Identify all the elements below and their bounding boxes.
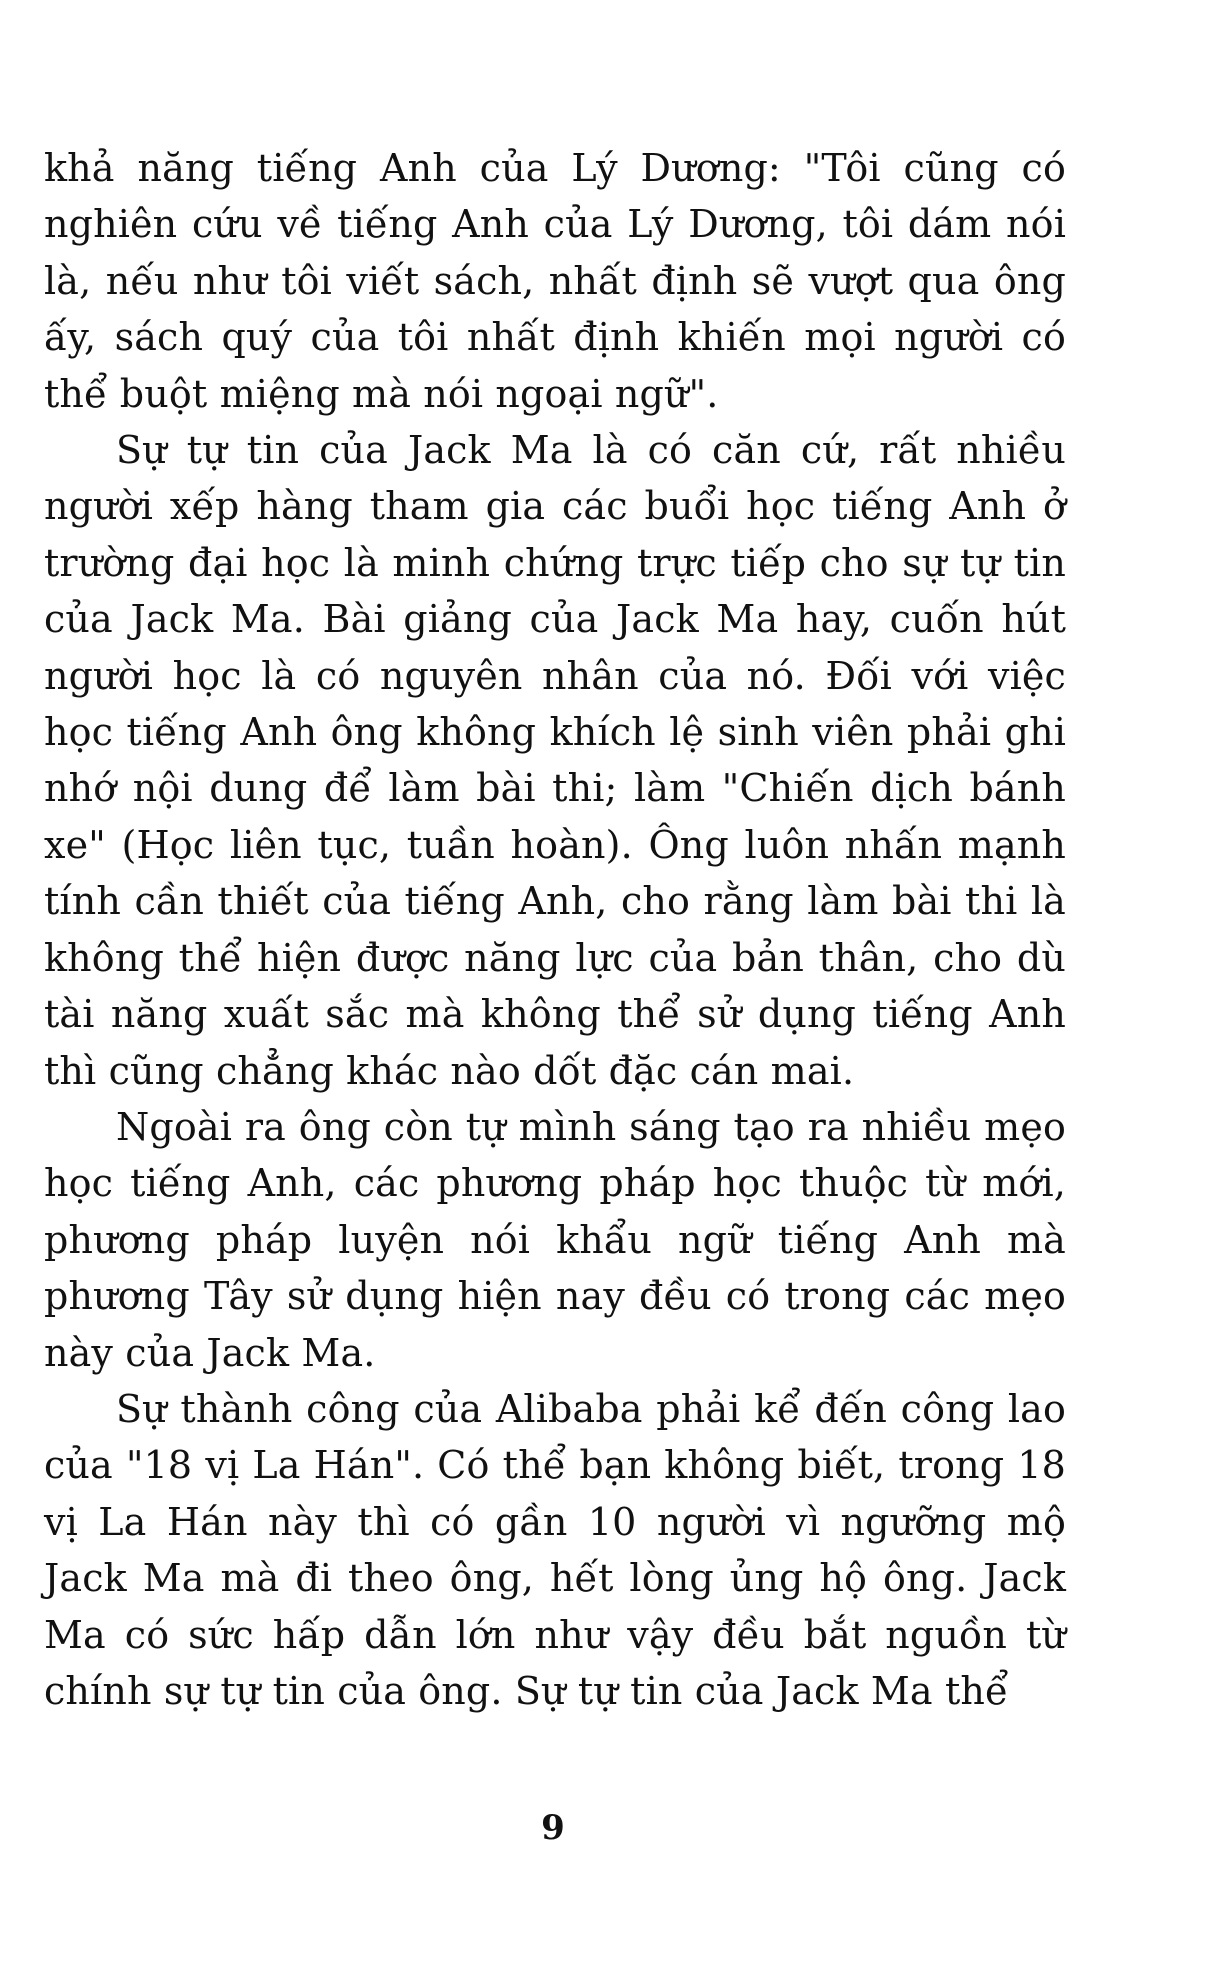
paragraph-confidence: Sự tự tin của Jack Ma là có căn cứ, rất nhiều người xếp hàng tham gia các buổi học tiếng Anh ở trường đại học là minh chứng trực tiếp cho sự tự tin của Jack Ma. Bài giảng của Jack Ma hay, cuốn hút người học là có nguyên nhân của nó. Đối với việc học tiếng Anh ông không khích lệ sinh viên phải ghi nhớ nội dung để làm bài thi; làm "Chiến dịch bánh xe" (Học liên tục, tuần hoàn). Ông luôn nhấn mạnh tính cần thiết của tiếng Anh, cho rằng làm bài thi là không thể hiện được năng lực của bản thân, cho dù tài năng xuất sắc mà không thể sử dụng tiếng Anh thì cũng chẳng khác nào dốt đặc cán mai. [44,428,1066,1093]
paragraph-learning-tips: Ngoài ra ông còn tự mình sáng tạo ra nhiều mẹo học tiếng Anh, các phương pháp học thuộc từ mới, phương pháp luyện nói khẩu ngữ tiếng Anh mà phương Tây sử dụng hiện nay đều có trong các mẹo này của Jack Ma. [44,1104,1066,1375]
page-number: 9 [541,1808,565,1848]
paragraph-alibaba-success: Sự thành công của Alibaba phải kể đến công lao của "18 vị La Hán". Có thể bạn không biết, trong 18 vị La Hán này thì có gần 10 người vì ngưỡng mộ Jack Ma mà đi theo ông, hết lòng ủng hộ ông. Jack Ma có sức hấp dẫn lớn như vậy đều bắt nguồn từ chính sự tự tin của ông. Sự tự tin của Jack Ma thể [44,1386,1066,1713]
body-text [44,140,1066,1719]
paragraph-continuation: khả năng tiếng Anh của Lý Dương: "Tôi cũng có nghiên cứu về tiếng Anh của Lý Dương, tôi dám nói là, nếu như tôi viết sách, nhất định sẽ vượt qua ông ấy, sách quý của tôi nhất định khiến mọi người có thể buột miệng mà nói ngoại ngữ". [44,146,1066,416]
